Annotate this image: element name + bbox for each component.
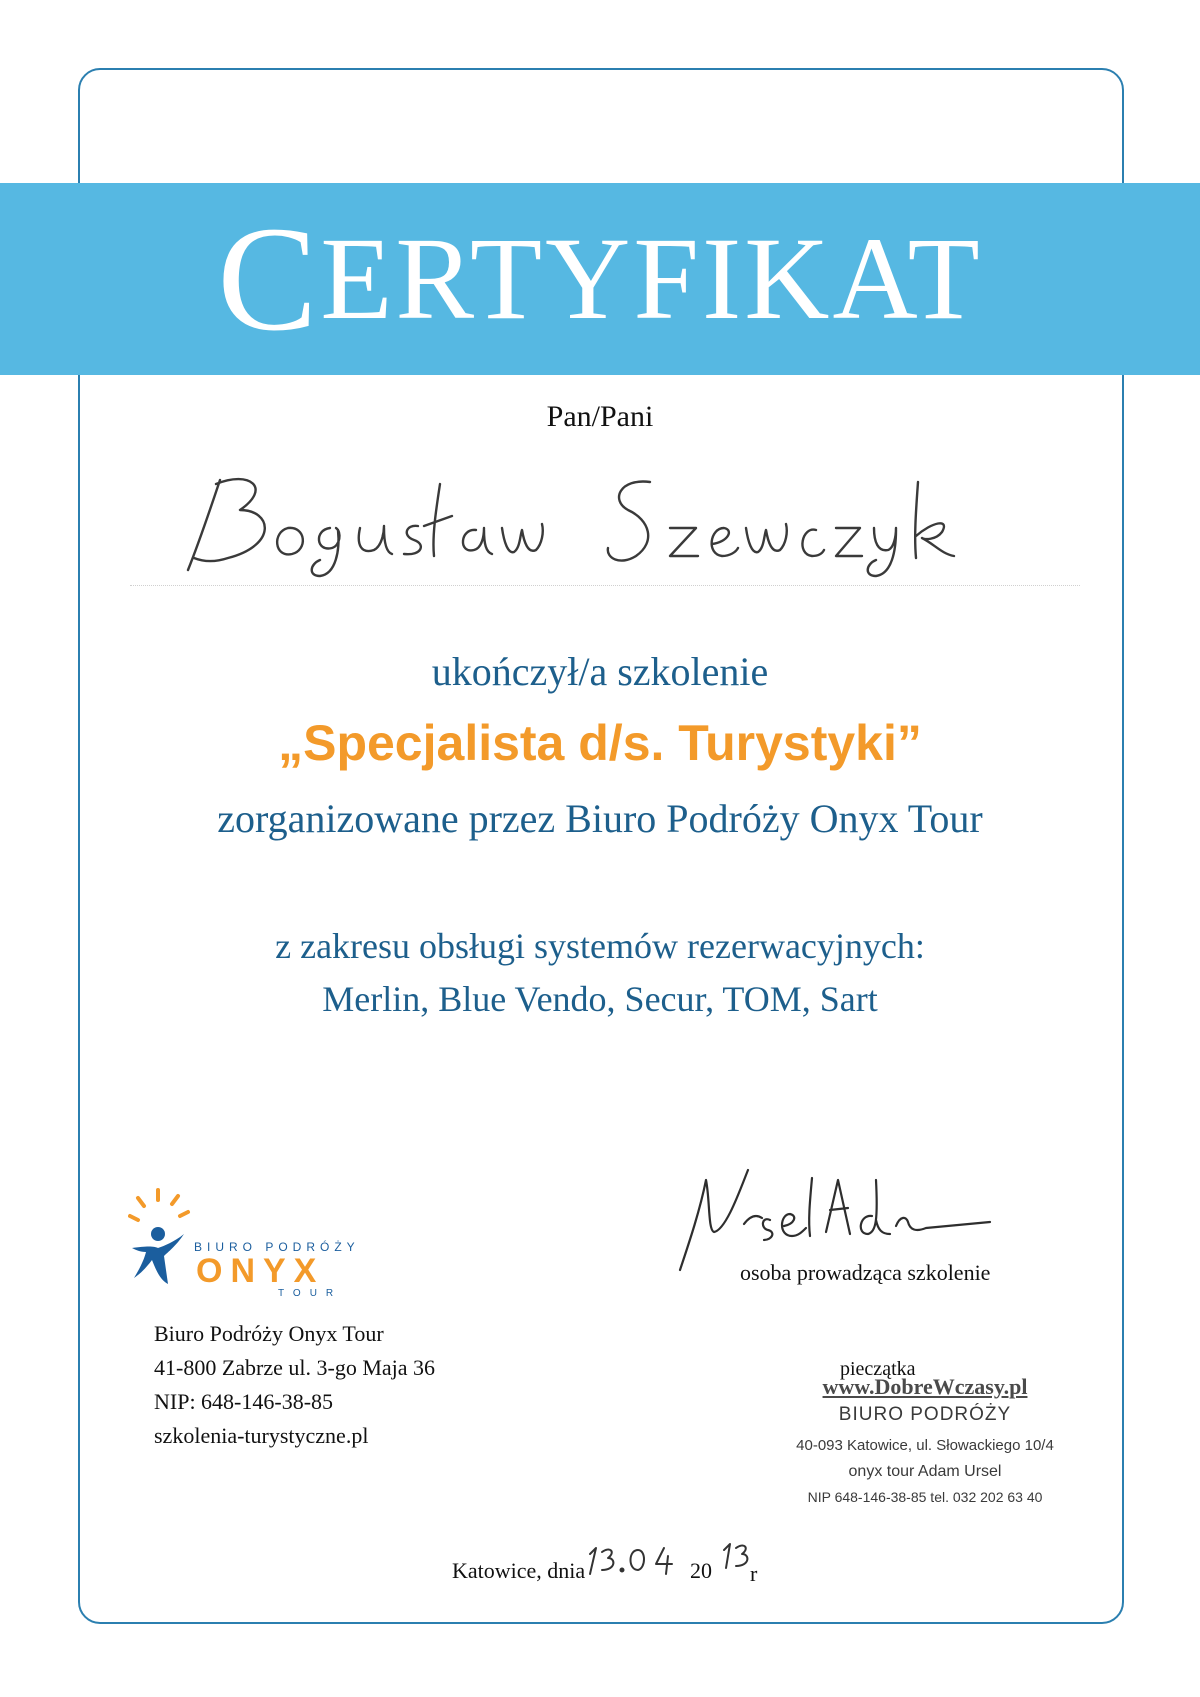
salutation: Pan/Pani xyxy=(546,400,654,433)
company-address: 41-800 Zabrze ul. 3-go Maja 36 xyxy=(154,1355,436,1380)
stamp-url: www.DobreWczasy.pl xyxy=(822,1374,1028,1399)
date-handwritten xyxy=(582,1540,692,1580)
course-name: „Specjalista d/s. Turystyki” xyxy=(278,715,922,771)
logo-top-text: BIURO PODRÓŻY xyxy=(194,1240,360,1254)
year-prefix: 20 xyxy=(690,1558,712,1583)
trainer-label: osoba prowadząca szkolenie xyxy=(740,1260,991,1285)
company-nip: NIP: 648-146-38-85 xyxy=(154,1389,334,1414)
company-name: Biuro Podróży Onyx Tour xyxy=(154,1321,384,1346)
stamp-line-agency: BIURO PODRÓŻY xyxy=(838,1404,1012,1425)
place-date-label: Katowice, dnia xyxy=(452,1558,586,1583)
organized-by: zorganizowane przez Biuro Podróży Onyx Tour xyxy=(217,796,983,841)
title-initial: C xyxy=(217,196,321,362)
completed-text: ukończył/a szkolenie xyxy=(431,649,769,694)
name-line xyxy=(130,585,1080,586)
scope-line-1: z zakresu obsługi systemów rezerwacyjnych: xyxy=(275,926,925,966)
stamp-line-contact: NIP 648-146-38-85 tel. 032 202 63 40 xyxy=(807,1489,1043,1505)
logo-sub-text: TOUR xyxy=(278,1288,343,1299)
recipient-name-handwritten xyxy=(180,470,1000,580)
company-website: szkolenia-turystyczne.pl xyxy=(154,1423,369,1448)
company-details xyxy=(154,1317,435,1453)
scope-line-2: Merlin, Blue Vendo, Secur, TOM, Sart xyxy=(322,979,878,1019)
stamp-line-owner: onyx tour Adam Ursel xyxy=(848,1463,1002,1480)
logo-main-text: ONYX xyxy=(196,1252,325,1290)
year-suffix: r xyxy=(750,1561,758,1586)
stamp-label: pieczątka xyxy=(840,1358,916,1380)
onyx-tour-logo xyxy=(128,1188,398,1299)
stamp-line-address: 40-093 Katowice, ul. Słowackiego 10/4 xyxy=(796,1437,1054,1454)
certificate-title xyxy=(0,183,1200,375)
title-rest: ERTYFIKAT xyxy=(320,213,983,344)
